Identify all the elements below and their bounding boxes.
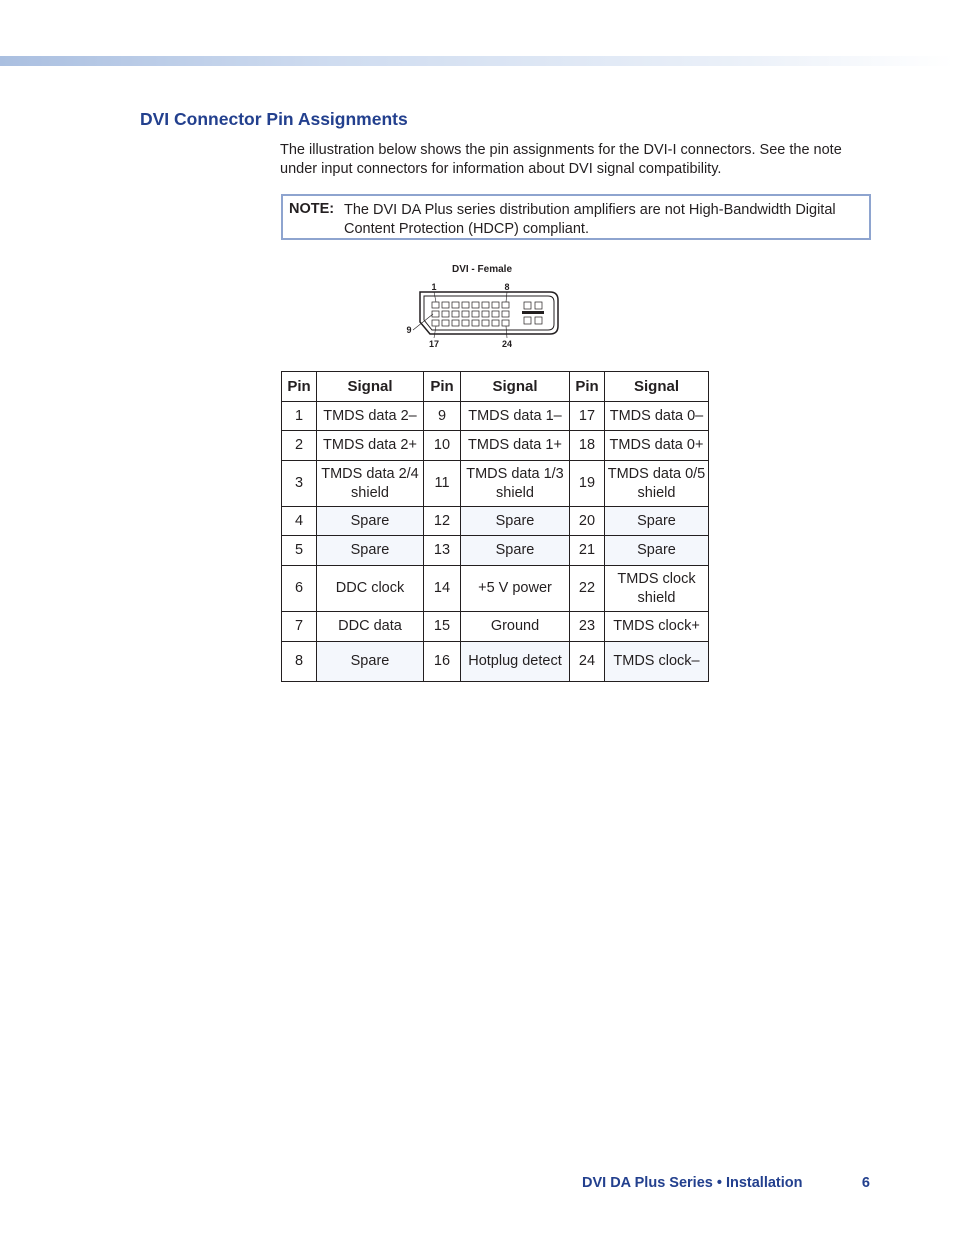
pin-number: 3 (282, 461, 317, 507)
signal-name: TMDS data 0+ (605, 431, 709, 461)
digital-pin (492, 311, 499, 317)
note-box (281, 194, 871, 240)
pin-label-1: 1 (431, 282, 437, 292)
signal-name: TMDS data 2/4 shield (317, 461, 424, 507)
signal-name: Spare (461, 507, 570, 536)
digital-pin (472, 302, 479, 308)
signal-name: Spare (605, 507, 709, 536)
pin-assignment-table (281, 371, 709, 682)
pin-number: 10 (424, 431, 461, 461)
table-row (282, 402, 709, 431)
pin-number: 18 (570, 431, 605, 461)
digital-pin (492, 302, 499, 308)
pin-label-24: 24 (501, 339, 513, 349)
signal-name: TMDS data 0– (605, 402, 709, 431)
digital-pin (502, 311, 509, 317)
diagram-title: DVI - Female (451, 264, 513, 275)
header-signal: Signal (461, 372, 570, 402)
note-text: The DVI DA Plus series distribution amplifiers are not High-Bandwidth Digital Content Protection (HDCP) compliant. (344, 202, 836, 237)
pin-number: 24 (570, 642, 605, 682)
digital-pin (432, 320, 439, 326)
pin-number: 15 (424, 612, 461, 642)
dvi-female-connector-diagram (400, 258, 570, 354)
signal-name: TMDS clock– (605, 642, 709, 682)
pin-number: 4 (282, 507, 317, 536)
pin-number: 8 (282, 642, 317, 682)
signal-name: TMDS clock shield (605, 566, 709, 612)
header-signal: Signal (317, 372, 424, 402)
pin-number: 12 (424, 507, 461, 536)
pin-number: 19 (570, 461, 605, 507)
pin-label-17: 17 (428, 339, 440, 349)
header-pin: Pin (282, 372, 317, 402)
footer-title: DVI DA Plus Series • Installation (582, 1175, 803, 1191)
pin-number: 13 (424, 536, 461, 566)
pin-label-9: 9 (406, 325, 412, 335)
digital-pin (482, 320, 489, 326)
signal-name: TMDS data 0/5 shield (605, 461, 709, 507)
digital-pin (502, 320, 509, 326)
pin-number: 21 (570, 536, 605, 566)
digital-pin (432, 311, 439, 317)
pin-number: 16 (424, 642, 461, 682)
pin-number: 5 (282, 536, 317, 566)
header-pin: Pin (570, 372, 605, 402)
digital-pin (492, 320, 499, 326)
signal-name: TMDS data 2+ (317, 431, 424, 461)
table-row (282, 461, 709, 507)
digital-pin (482, 302, 489, 308)
table-row (282, 566, 709, 612)
pin-number: 11 (424, 461, 461, 507)
signal-name: Ground (461, 612, 570, 642)
digital-pin (442, 311, 449, 317)
pin-number: 2 (282, 431, 317, 461)
signal-name: TMDS data 2– (317, 402, 424, 431)
table-header-row (282, 372, 709, 402)
signal-name: TMDS data 1– (461, 402, 570, 431)
pin-number: 1 (282, 402, 317, 431)
digital-pin (482, 311, 489, 317)
intro-paragraph: The illustration below shows the pin assignments for the DVI-I connectors. See the note under input connectors for information about DVI signal compatibility. (280, 142, 842, 177)
table-row (282, 507, 709, 536)
signal-name: Spare (317, 642, 424, 682)
signal-name: Spare (317, 507, 424, 536)
pin-number: 22 (570, 566, 605, 612)
pin-label-8: 8 (504, 282, 510, 292)
pin-number: 14 (424, 566, 461, 612)
digital-pin (462, 302, 469, 308)
signal-name: Spare (605, 536, 709, 566)
signal-name: +5 V power (461, 566, 570, 612)
header-gradient-bar (0, 56, 954, 66)
digital-pin (462, 320, 469, 326)
digital-pin (472, 311, 479, 317)
pin-number: 6 (282, 566, 317, 612)
table-row (282, 431, 709, 461)
page-number: 6 (861, 1175, 870, 1191)
table-row (282, 612, 709, 642)
pin-number: 23 (570, 612, 605, 642)
table-row (282, 642, 709, 682)
digital-pin (472, 320, 479, 326)
signal-name: TMDS clock+ (605, 612, 709, 642)
digital-pin (442, 302, 449, 308)
signal-name: DDC clock (317, 566, 424, 612)
digital-pin (442, 320, 449, 326)
section-title: DVI Connector Pin Assignments (140, 109, 408, 129)
signal-name: DDC data (317, 612, 424, 642)
ground-blade (522, 311, 544, 314)
signal-name: TMDS data 1+ (461, 431, 570, 461)
signal-name: TMDS data 1/3 shield (461, 461, 570, 507)
table-row (282, 536, 709, 566)
signal-name: Spare (317, 536, 424, 566)
pin-number: 9 (424, 402, 461, 431)
note-label: NOTE: (289, 201, 335, 217)
digital-pin (452, 320, 459, 326)
pin-number: 7 (282, 612, 317, 642)
header-signal: Signal (605, 372, 709, 402)
signal-name: Spare (461, 536, 570, 566)
digital-pin (432, 302, 439, 308)
digital-pin (452, 311, 459, 317)
digital-pin (502, 302, 509, 308)
header-pin: Pin (424, 372, 461, 402)
digital-pin (462, 311, 469, 317)
signal-name: Hotplug detect (461, 642, 570, 682)
pin-number: 20 (570, 507, 605, 536)
pin-number: 17 (570, 402, 605, 431)
digital-pin (452, 302, 459, 308)
